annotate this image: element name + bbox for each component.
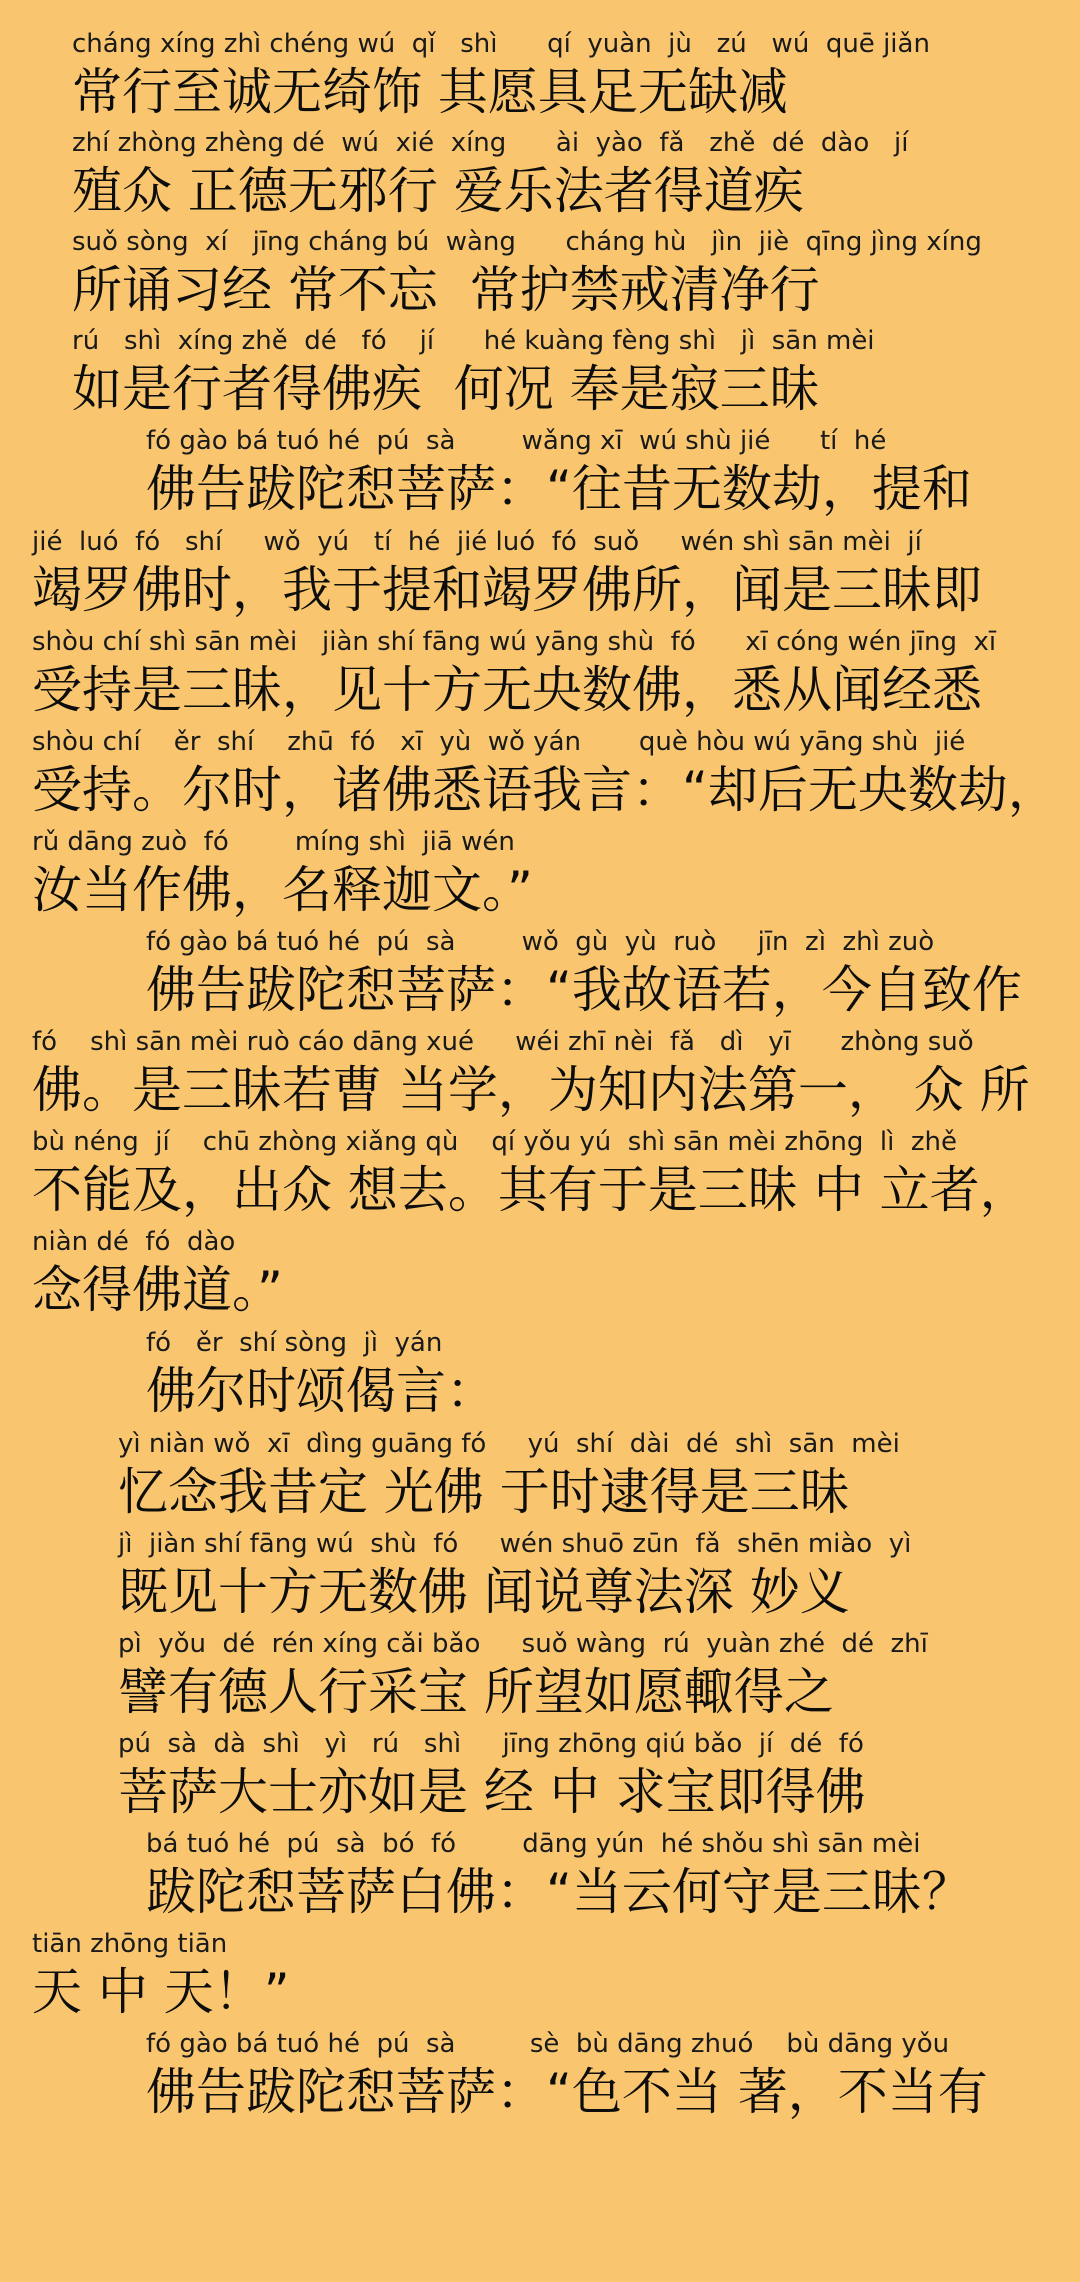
hanzi-text: 所诵习经 常不忘 常护禁戒清净行 xyxy=(72,261,820,319)
pinyin-text: fó shì sān mèi ruò cáo dāng xué wéi zhī nèi fǎ dì yī zhòng suǒ xyxy=(32,1027,974,1057)
hanzi-text: 佛告跋陀惒菩萨：“色不当 著，不当有 xyxy=(146,2063,988,2121)
verse-line xyxy=(0,526,1080,626)
verse-line xyxy=(0,1928,1080,2028)
verse-line xyxy=(0,1327,1080,1427)
verse-line xyxy=(0,1026,1080,1126)
hanzi-text: 佛告跋陀惒菩萨：“我故语若，今自致作 xyxy=(146,961,1022,1019)
verse-line xyxy=(0,325,1080,425)
pinyin-text: shòu chí shì sān mèi jiàn shí fāng wú yāng shù fó xī cóng wén jīng xī xyxy=(32,627,997,657)
verse-line xyxy=(0,28,1080,128)
verse-line xyxy=(0,826,1080,926)
hanzi-text: 不能及，出众 想去。其有于是三昧 中 立者， xyxy=(32,1161,1030,1219)
hanzi-text: 佛告跋陀惒菩萨：“往昔无数劫，提和 xyxy=(146,460,972,518)
hanzi-text: 譬有德人行采宝 所望如愿輙得之 xyxy=(118,1663,834,1721)
verse-line xyxy=(0,1226,1080,1326)
hanzi-text: 受持是三昧，见十方无央数佛，悉从闻经悉 xyxy=(32,661,982,719)
verse-line xyxy=(0,127,1080,227)
pinyin-text: jié luó fó shí wǒ yú tí hé jié luó fó suǒ wén shì sān mèi jí xyxy=(32,527,922,557)
hanzi-text: 忆念我昔定 光佛 于时逮得是三昧 xyxy=(118,1463,850,1521)
pinyin-text: suǒ sòng xí jīng cháng bú wàng cháng hù jìn jiè qīng jìng xíng xyxy=(72,227,982,257)
pinyin-text: niàn dé fó dào xyxy=(32,1227,236,1257)
pinyin-text: pú sà dà shì yì rú shì jīng zhōng qiú bǎo jí dé fó xyxy=(118,1729,864,1759)
verse-line xyxy=(0,1428,1080,1528)
pinyin-text: rǔ dāng zuò fó míng shì jiā wén xyxy=(32,827,515,857)
pinyin-text: rú shì xíng zhě dé fó jí hé kuàng fèng shì jì sān mèi xyxy=(72,326,875,356)
verse-line xyxy=(0,1528,1080,1628)
verse-line xyxy=(0,2028,1080,2128)
verse-line xyxy=(0,1728,1080,1828)
pinyin-text: pì yǒu dé rén xíng cǎi bǎo suǒ wàng rú yuàn zhé dé zhī xyxy=(118,1629,928,1659)
pinyin-text: bù néng jí chū zhòng xiǎng qù qí yǒu yú shì sān mèi zhōng lì zhě xyxy=(32,1127,957,1157)
pinyin-text: zhí zhòng zhèng dé wú xié xíng ài yào fǎ zhě dé dào jí xyxy=(72,128,909,158)
hanzi-text: 受持。尔时，诸佛悉语我言：“却后无央数劫， xyxy=(32,761,1058,819)
pinyin-text: fó ěr shí sòng jì yán xyxy=(146,1328,443,1358)
hanzi-text: 念得佛道。” xyxy=(32,1261,283,1319)
hanzi-text: 菩萨大士亦如是 经 中 求宝即得佛 xyxy=(118,1763,866,1821)
verse-line xyxy=(0,926,1080,1026)
hanzi-text: 佛。是三昧若曹 当学，为知内法第一， 众 所 xyxy=(32,1061,1030,1119)
pinyin-text: fó gào bá tuó hé pú sà sè bù dāng zhuó bù dāng yǒu xyxy=(146,2029,950,2059)
hanzi-text: 如是行者得佛疾 何况 奉是寂三昧 xyxy=(72,360,820,418)
verse-line xyxy=(0,1828,1080,1928)
pinyin-text: fó gào bá tuó hé pú sà wǎng xī wú shù jié tí hé xyxy=(146,426,887,456)
pinyin-text: yì niàn wǒ xī dìng guāng fó yú shí dài dé shì sān mèi xyxy=(118,1429,900,1459)
verse-line xyxy=(0,425,1080,525)
hanzi-text: 常行至诚无绮饰 其愿具足无缺减 xyxy=(72,63,788,121)
hanzi-text: 天 中 天！” xyxy=(32,1963,290,2021)
verse-line xyxy=(0,1628,1080,1728)
pinyin-text: fó gào bá tuó hé pú sà wǒ gù yù ruò jīn zì zhì zuò xyxy=(146,927,935,957)
pinyin-text: tiān zhōng tiān xyxy=(32,1929,228,1959)
pinyin-text: shòu chí ěr shí zhū fó xī yù wǒ yán què hòu wú yāng shù jié xyxy=(32,727,966,757)
pinyin-text: bá tuó hé pú sà bó fó dāng yún hé shǒu shì sān mèi xyxy=(146,1829,921,1859)
hanzi-text: 汝当作佛，名释迦文。” xyxy=(32,861,533,919)
pinyin-text: jì jiàn shí fāng wú shù fó wén shuō zūn fǎ shēn miào yì xyxy=(118,1529,912,1559)
hanzi-text: 竭罗佛时，我于提和竭罗佛所，闻是三昧即 xyxy=(32,561,982,619)
hanzi-text: 佛尔时颂偈言： xyxy=(146,1362,496,1420)
hanzi-text: 跋陀惒菩萨白佛：“当云何守是三昧？ xyxy=(146,1863,972,1921)
verse-line xyxy=(0,226,1080,326)
hanzi-text: 既见十方无数佛 闻说尊法深 妙义 xyxy=(118,1563,850,1621)
verse-line xyxy=(0,726,1080,826)
verse-line xyxy=(0,1126,1080,1226)
verse-line xyxy=(0,626,1080,726)
hanzi-text: 殖众 正德无邪行 爱乐法者得道疾 xyxy=(72,162,804,220)
pinyin-text: cháng xíng zhì chéng wú qǐ shì qí yuàn jù zú wú quē jiǎn xyxy=(72,29,930,59)
